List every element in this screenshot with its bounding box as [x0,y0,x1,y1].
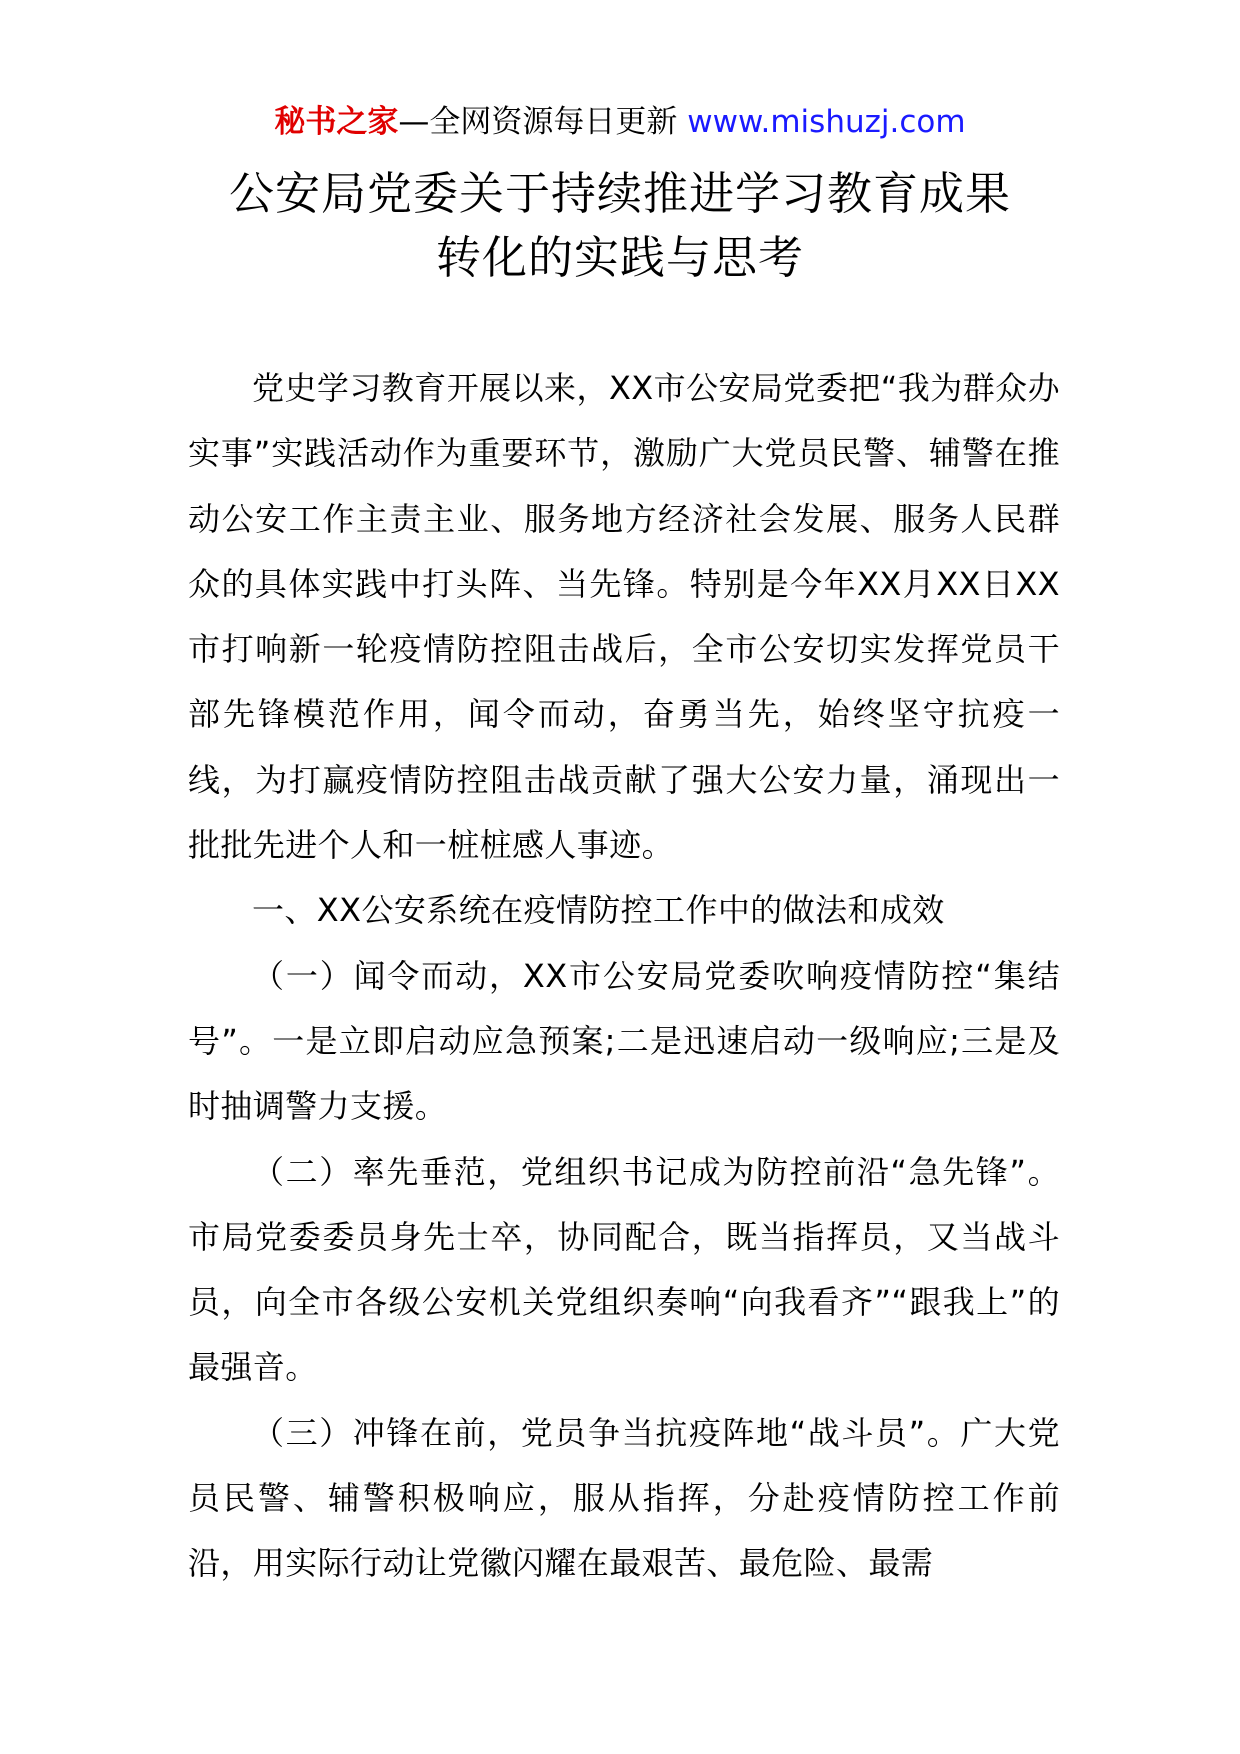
paragraph-intro: 党史学习教育开展以来，XX市公安局党委把“我为群众办实事”实践活动作为重要环节，激励广大党员民警、辅警在推动公安工作主责主业、服务地方经济社会发展、服务人民群众的具体实践中打头阵、当先锋。特别是今年XX月XX日XX市打响新一轮疫情防控阻击战后，全市公安切实发挥党员干部先锋模范作用，闻令而动，奋勇当先，始终坚守抗疫一线，为打赢疫情防控阻击战贡献了强大公安力量，涌现出一批批先进个人和一桩桩感人事迹。 [188,369,1060,865]
title-line-1: 公安局党委关于持续推进学习教育成果 [228,167,1011,220]
paragraph-1: （一）闻令而动，XX市公安局党委吹响疫情防控“集结号”。一是立即启动应急预案;二是迅速启动一级响应;三是及时抽调警力支援。 [188,956,1060,1126]
paragraph-2: （二）率先垂范，党组织书记成为防控前沿“急先锋”。市局党委委员身先士卒，协同配合，既当指挥员，又当战斗员，向全市各级公安机关党组织奏响“向我看齐”“跟我上”的最强音。 [188,1152,1060,1387]
brand-name: 秘书之家 [274,104,399,140]
website-link[interactable]: www.mishuzj.com [687,104,966,140]
paragraph-3: （三）冲锋在前，党员争当抗疫阵地“战斗员”。广大党员民警、辅警积极响应，服从指挥，分赴疫情防控工作前沿，用实际行动让党徽闪耀在最艰苦、最危险、最需 [188,1413,1060,1583]
title-line-2: 转化的实践与思考 [435,231,804,284]
header-banner [0,100,1240,144]
document-title [0,162,1240,290]
section-heading-1: 一、XX公安系统在疫情防控工作中的做法和成效 [252,891,945,930]
document-body [188,356,1060,1597]
header-slogan: —全网资源每日更新 [398,104,688,140]
